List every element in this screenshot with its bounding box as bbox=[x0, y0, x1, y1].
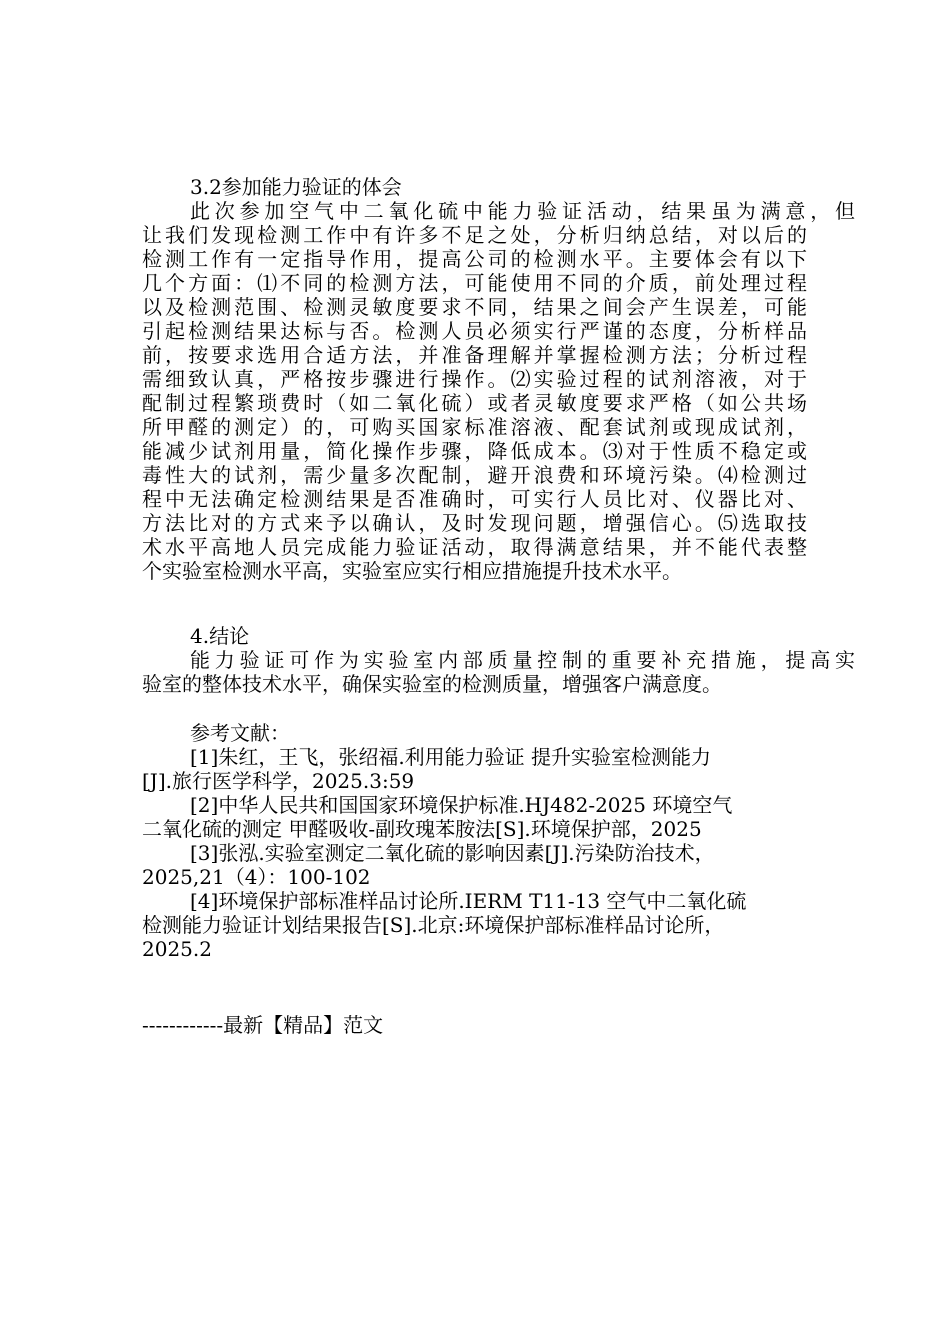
paragraph-line: 术水平高地人员完成能力验证活动，取得满意结果，并不能代表整 bbox=[142, 535, 807, 559]
paragraph-line: 检测工作有一定指导作用，提高公司的检测水平。主要体会有以下 bbox=[142, 247, 807, 271]
paragraph-line: 配制过程繁琐费时（如二氧化硫）或者灵敏度要求严格（如公共场 bbox=[142, 391, 807, 415]
paragraph-line: 验室的整体技术水平，确保实验室的检测质量，增强客户满意度。 bbox=[142, 672, 722, 696]
paragraph-line: 个实验室检测水平高，实验室应实行相应措施提升技术水平。 bbox=[142, 559, 682, 583]
paragraph-line: 几个方面：⑴不同的检测方法，可能使用不同的介质，前处理过程 bbox=[142, 271, 807, 295]
paragraph-line: 所甲醛的测定）的，可购买国家标准溶液、配套试剂或现成试剂， bbox=[142, 415, 807, 439]
paragraph-line: 需细致认真，严格按步骤进行操作。⑵实验过程的试剂溶液，对于 bbox=[142, 367, 807, 391]
section-heading-4: 4.结论 bbox=[190, 624, 250, 648]
paragraph-line: 让我们发现检测工作中有许多不足之处，分析归纳总结，对以后的 bbox=[142, 223, 807, 247]
paragraph-line: 引起检测结果达标与否。检测人员必须实行严谨的态度，分析样品 bbox=[142, 319, 807, 343]
paragraph-line: 此次参加空气中二氧化硫中能力验证活动，结果虽为满意，但 bbox=[190, 199, 855, 223]
paragraph-line: 能减少试剂用量，简化操作步骤，降低成本。⑶对于性质不稳定或 bbox=[142, 439, 807, 463]
paragraph-line: 能力验证可作为实验室内部质量控制的重要补充措施，提高实 bbox=[190, 648, 855, 672]
section-heading-3-2: 3.2参加能力验证的体会 bbox=[190, 175, 402, 199]
reference-item-continued: 2025,21（4）：100-102 bbox=[142, 865, 371, 889]
reference-item: [2]中华人民共和国国家环境保护标准.HJ482-2025 环境空气 bbox=[190, 793, 733, 817]
reference-item: [1]朱红，王飞，张绍福.利用能力验证 提升实验室检测能力 bbox=[190, 745, 712, 769]
paragraph-line: 以及检测范围、检测灵敏度要求不同，结果之间会产生误差，可能 bbox=[142, 295, 807, 319]
paragraph-line: 程中无法确定检测结果是否准确时，可实行人员比对、仪器比对、 bbox=[142, 487, 807, 511]
reference-item: [4]环境保护部标准样品讨论所.IERM T11-13 空气中二氧化硫 bbox=[190, 889, 747, 913]
footer-text: ------------最新【精品】范文 bbox=[142, 1013, 384, 1037]
reference-item-continued: 二氧化硫的测定 甲醛吸收-副玫瑰苯胺法[S].环境保护部，2025 bbox=[142, 817, 702, 841]
reference-item-continued: 检测能力验证计划结果报告[S].北京:环境保护部标准样品讨论所， bbox=[142, 913, 725, 937]
paragraph-line: 前，按要求选用合适方法，并准备理解并掌握检测方法；分析过程 bbox=[142, 343, 807, 367]
reference-item-continued: 2025.2 bbox=[142, 937, 212, 961]
references-heading: 参考文献： bbox=[190, 721, 290, 745]
reference-item: [3]张泓.实验室测定二氧化硫的影响因素[J].污染防治技术， bbox=[190, 841, 715, 865]
paragraph-line: 毒性大的试剂，需少量多次配制，避开浪费和环境污染。⑷检测过 bbox=[142, 463, 807, 487]
paragraph-line: 方法比对的方式来予以确认，及时发现问题，增强信心。⑸选取技 bbox=[142, 511, 807, 535]
reference-item-continued: [J].旅行医学科学，2025.3:59 bbox=[142, 769, 415, 793]
